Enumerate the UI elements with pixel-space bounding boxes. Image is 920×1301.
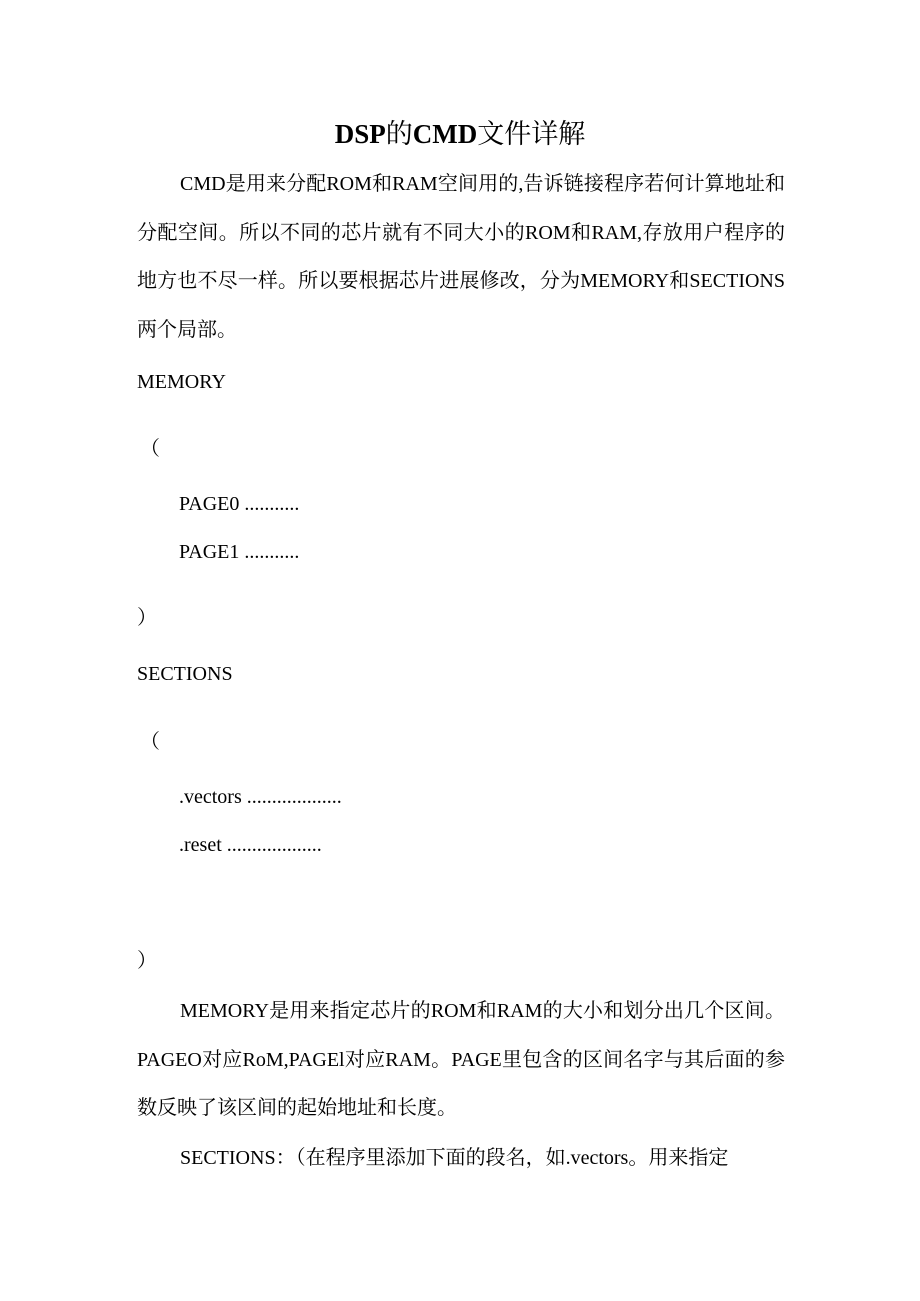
title-latin-1: DSP <box>334 119 386 149</box>
memory-open-paren: （ <box>140 438 160 460</box>
vectors-line: .vectors ................... <box>179 786 342 808</box>
intro-paragraph <box>137 160 785 354</box>
page0-line: PAGE0 ........... <box>179 493 300 515</box>
sections-open-paren: （ <box>140 731 160 753</box>
memory-close-paren: ） <box>137 607 157 629</box>
title-cjk-1: 的 <box>385 119 413 149</box>
page1-line: PAGE1 ........... <box>179 541 300 563</box>
intro-paragraph-text: CMD是用来分配ROM和RAM空间用的,告诉链接程序若何计算地址和分配空间。所以不同的芯片就有不同大小的ROM和RAM,存放用户程序的地方也不尽一样。所以要根据芯片进展修改，分为MEMORY和SECTIONS两个局部。 <box>137 173 785 341</box>
title-latin-2: CMD <box>412 119 478 149</box>
memory-paragraph-text: MEMORY是用来指定芯片的ROM和RAM的大小和划分出几个区间。PAGEO对应RoM,PAGEl对应RAM。PAGE里包含的区间名字与其后面的参数反映了该区间的起始地址和长度。 <box>137 1000 785 1119</box>
memory-paragraph <box>137 987 785 1133</box>
memory-keyword: MEMORY <box>137 371 226 393</box>
sections-keyword: SECTIONS <box>137 663 233 685</box>
page-title <box>0 114 920 154</box>
sections-paragraph <box>137 1134 785 1183</box>
sections-close-paren: ） <box>137 950 157 972</box>
sections-paragraph-text: SECTIONS：（在程序里添加下面的段名，如.vectors。用来指定 <box>180 1147 729 1169</box>
title-cjk-2: 文件详解 <box>477 119 586 149</box>
reset-line: .reset ................... <box>179 834 322 856</box>
